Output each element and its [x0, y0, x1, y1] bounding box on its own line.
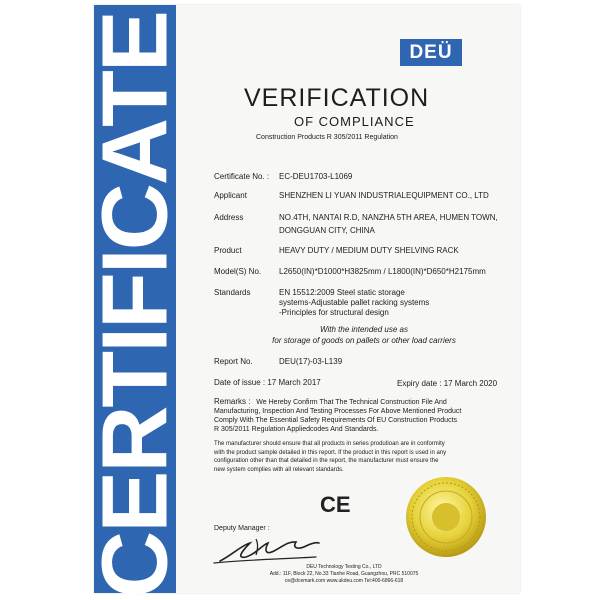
- applicant-label: Applicant: [214, 191, 247, 200]
- footer-line-1: DEU Technology Testing Co., LTD: [306, 564, 382, 570]
- report-number-value: DEU(17)-03-L139: [279, 357, 343, 366]
- manufacturer-note: [214, 440, 506, 474]
- remarks-line-4: R 305/2011 Regulation Appliedcodes And Standards.: [214, 426, 379, 433]
- manufacturer-note-line-4: new system complies with all relevant standards.: [214, 466, 344, 473]
- certificate-number-value: EC-DEU1703-L1069: [279, 172, 353, 181]
- certificate-page: [82, 5, 520, 598]
- expiry-date: Expiry date : 17 March 2020: [397, 379, 498, 388]
- footer-line-2: Add.: 11F, Block 22, No.33 Tianhe Road, Guangzhou, PRC 510075: [269, 571, 419, 577]
- remarks-line-2: Manufacturing, Inspection And Testing Processes For Above Mentioned Product: [214, 408, 462, 415]
- intended-use-line-2: for storage of goods on pallets or other load carriers: [272, 336, 456, 345]
- signature-image: [212, 533, 322, 567]
- model-label: Model(S) No.: [214, 267, 262, 276]
- manufacturer-note-line-2: with the product sample detailed in this report. If the product in this report is used in any: [214, 449, 447, 456]
- standards-line-1: EN 15512:2009 Steel static storage: [279, 288, 405, 297]
- ce-mark: CE: [320, 492, 351, 517]
- document-title: VERIFICATION: [244, 84, 430, 112]
- remarks-label: Remarks :: [214, 397, 251, 406]
- applicant-value: SHENZHEN LI YUAN INDUSTRIALEQUIPMENT CO., LTD: [279, 191, 489, 200]
- certificate-number-label: Certificate No. :: [214, 172, 270, 181]
- standards-line-3: -Principles for structural design: [279, 308, 389, 317]
- product-value: HEAVY DUTY / MEDIUM DUTY SHELVING RACK: [279, 246, 459, 255]
- deputy-manager-label: Deputy Manager :: [214, 525, 270, 532]
- footer-line-3: ce@dcemark.com www.ukdeu.com Tel:400-6866-618: [284, 578, 404, 584]
- sidebar-certificate-text: CERTIFICATE: [82, 12, 187, 598]
- sidebar-band: [82, 5, 187, 598]
- address-line-2: DONGGUAN CITY, CHINA: [279, 226, 375, 235]
- remarks-block: [214, 397, 504, 434]
- gold-seal-icon: [404, 475, 488, 559]
- intended-use-line-1: With the intended use as: [320, 325, 408, 334]
- remarks-line-3: Comply With The Essential Safety Requirements Of EU Construction Products: [214, 417, 458, 424]
- standards-label: Standards: [214, 288, 251, 297]
- address-line-1: NO.4TH, NANTAI R.D, NANZHA 5TH AREA, HUMEN TOWN,: [279, 213, 498, 222]
- manufacturer-note-line-3: configuration other than that detailed in the report, the manufacturer must ensure the: [214, 458, 439, 464]
- manufacturer-note-line-1: The manufacturer should ensure that all products in series produtioan are in conformity: [214, 441, 445, 447]
- address-label: Address: [214, 213, 244, 222]
- regulation-line: Construction Products R 305/2011 Regulation: [256, 134, 398, 141]
- standards-line-2: systems-Adjustable pallet racking systems: [279, 298, 430, 307]
- deu-logo: DEÜ: [400, 39, 462, 66]
- product-label: Product: [214, 246, 242, 255]
- remarks-line-1: We Hereby Confirm That The Technical Construction File And: [256, 399, 447, 406]
- report-number-label: Report No.: [214, 357, 253, 366]
- document-subtitle: OF COMPLIANCE: [294, 114, 415, 129]
- issue-date: Date of issue : 17 March 2017: [214, 378, 321, 387]
- model-value: L2650(IN)*D1000*H3825mm / L1800(IN)*D650*H2175mm: [279, 267, 486, 276]
